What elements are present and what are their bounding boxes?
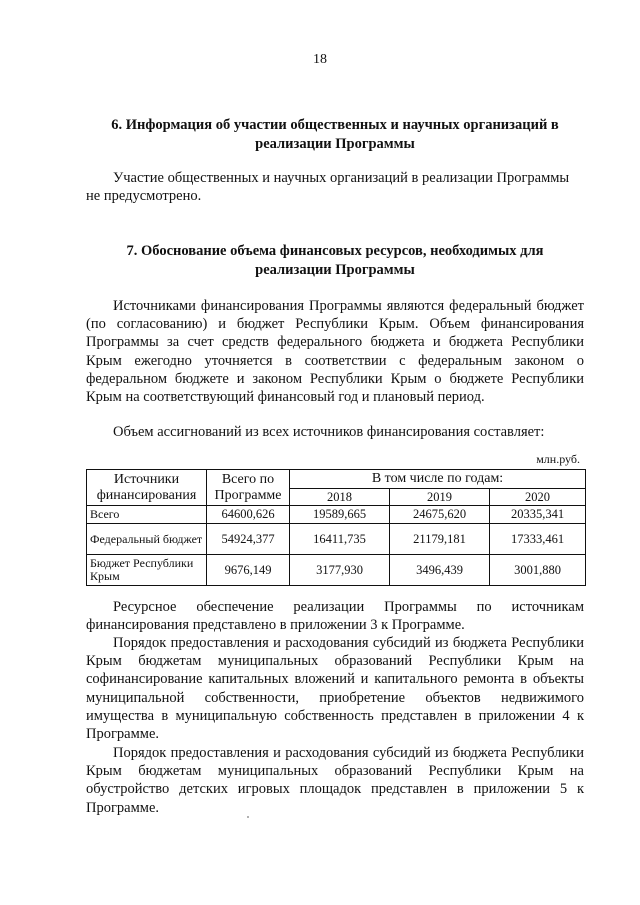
header-source: Источники финансирования — [87, 470, 207, 506]
header-year-2020: 2020 — [490, 489, 586, 506]
cell-2018: 16411,735 — [290, 524, 390, 555]
subsidy-paragraph-1: Порядок предоставления и расходования субсидий из бюджета Республики Крым бюджетам муниципальных образований Республики Крым на софинансирование капитальных вложений и капитального ремонта в объекты муниципальной собственности, приобретение объектов недвижимого имущества в муниципальную собственность представлен в приложении 4 к Программе. — [86, 635, 584, 743]
row-label: Бюджет Республики Крым — [87, 555, 207, 586]
scan-speck — [247, 816, 249, 818]
cell-2018: 19589,665 — [290, 506, 390, 524]
financing-table — [86, 469, 586, 586]
section-6-text: Участие общественных и научных организаций в реализации Программы не предусмотрено. — [86, 170, 570, 205]
row-label: Всего — [87, 506, 207, 524]
section-7-paragraph-2: Объем ассигнований из всех источников финансирования составляет: — [113, 424, 545, 440]
row-label: Федеральный бюджет — [87, 524, 207, 555]
section-6-heading — [86, 116, 584, 154]
cell-total: 54924,377 — [207, 524, 290, 555]
cell-2019: 24675,620 — [390, 506, 490, 524]
section-7-heading-line1: 7. Обоснование объема финансовых ресурсов, необходимых для — [126, 243, 544, 259]
table-unit: млн.руб. — [536, 452, 580, 466]
resource-paragraph: Ресурсное обеспечение реализации Программы по источникам финансирования представлено в приложении 3 к Программе. — [86, 599, 584, 634]
section-7-paragraph-1: Источниками финансирования Программы являются федеральный бюджет (по согласованию) и бюджет Республики Крым. Объем финансирования Программы за счет средств федерального бюджета и бюджета Республики Крым ежегодно уточняется в соответствии с федеральным законом о федеральном бюджете и законом Республики Крым о бюджете Республики Крым на соответствующий финансовый год и плановый период. — [86, 298, 584, 406]
table-row — [87, 524, 586, 555]
page-number: 18 — [313, 52, 327, 67]
table-row — [87, 506, 586, 524]
cell-total: 9676,149 — [207, 555, 290, 586]
table-row — [87, 555, 586, 586]
header-total: Всего по Программе — [207, 470, 290, 506]
section-7-heading — [86, 242, 584, 280]
section-6-heading-line2: реализации Программы — [255, 136, 415, 152]
table-header-row — [87, 470, 586, 489]
section-7-heading-line2: реализации Программы — [255, 262, 415, 278]
cell-2019: 3496,439 — [390, 555, 490, 586]
cell-total: 64600,626 — [207, 506, 290, 524]
cell-2020: 17333,461 — [490, 524, 586, 555]
cell-2020: 20335,341 — [490, 506, 586, 524]
header-years: В том числе по годам: — [290, 470, 586, 489]
header-year-2019: 2019 — [390, 489, 490, 506]
section-6-heading-line1: 6. Информация об участии общественных и научных организаций в — [111, 117, 559, 133]
cell-2019: 21179,181 — [390, 524, 490, 555]
cell-2018: 3177,930 — [290, 555, 390, 586]
subsidy-paragraph-2: Порядок предоставления и расходования субсидий из бюджета Республики Крым бюджетам муниципальных образований Республики Крым на обустройство детских игровых площадок представлен в приложении 5 к Программе. — [86, 745, 584, 816]
cell-2020: 3001,880 — [490, 555, 586, 586]
header-year-2018: 2018 — [290, 489, 390, 506]
